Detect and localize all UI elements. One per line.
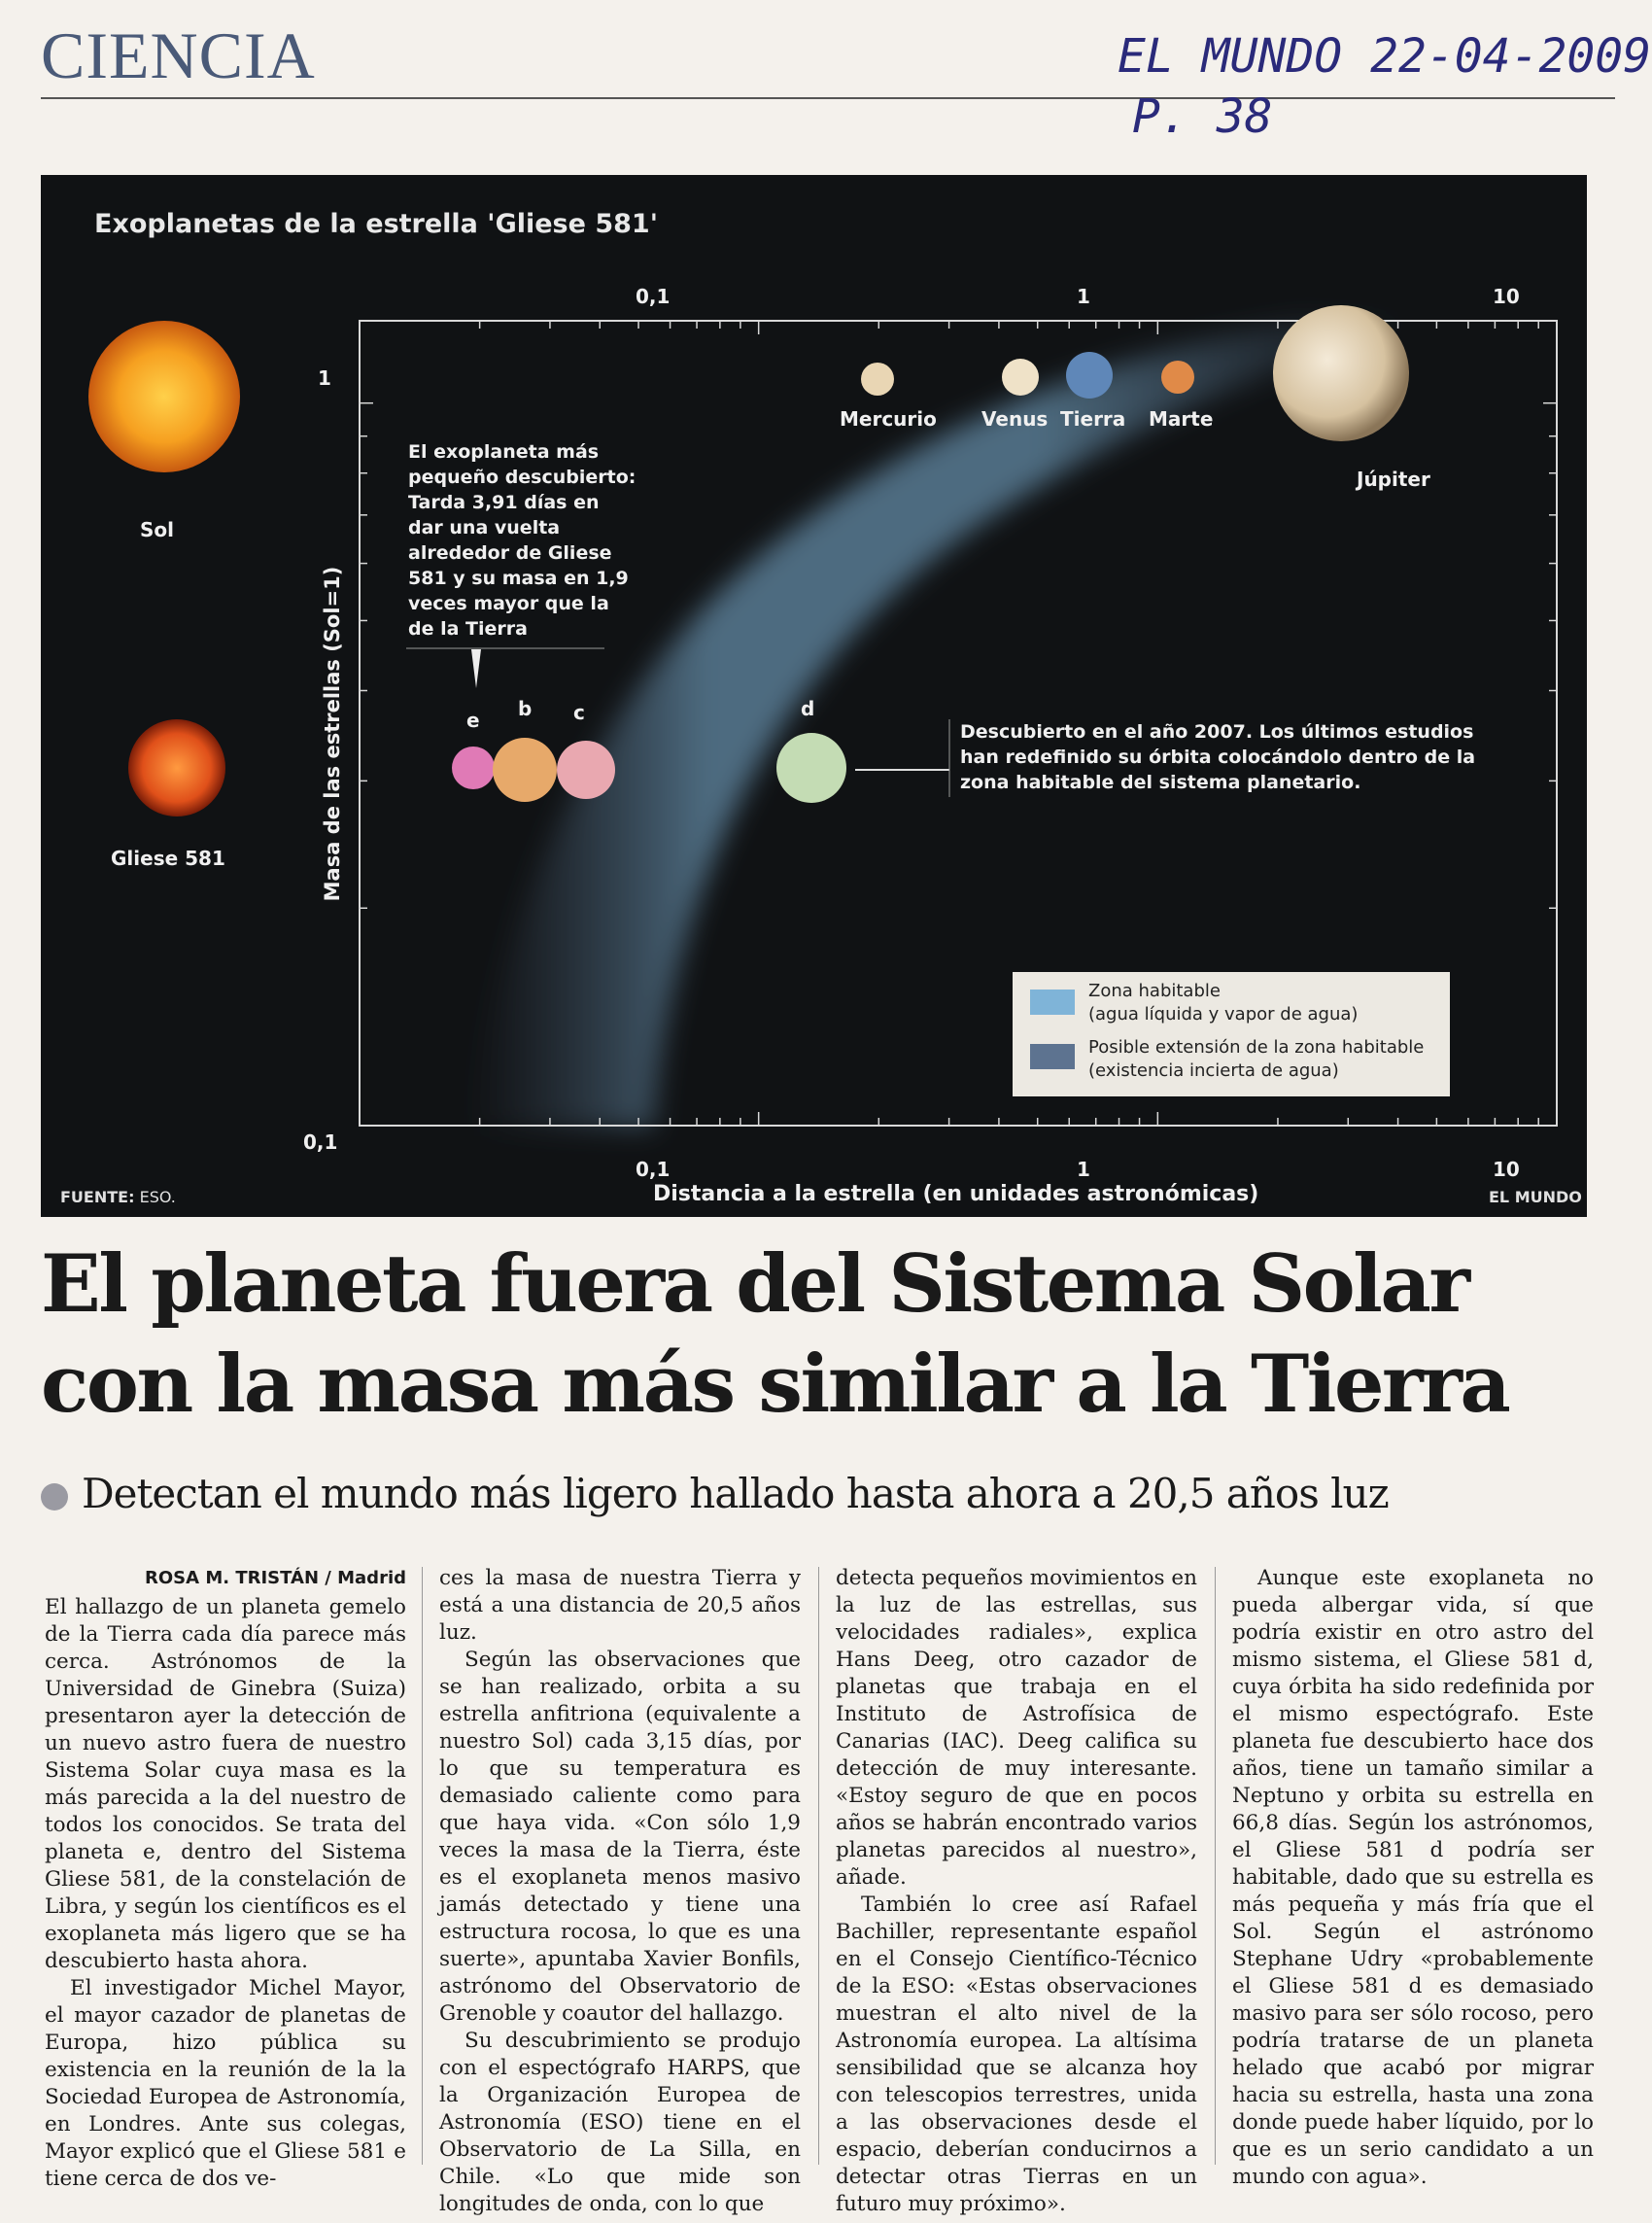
planet-jupiter [1273, 305, 1409, 441]
planet-c [557, 741, 615, 799]
paragraph: detecta pequeños movimientos en la luz de las estrellas, sus velocidades radiales», explica Hans Deeg, otro cazador de planetas que trabaja en el Instituto de Astrofísica de Canarias (IAC). Deeg califica su detección de muy interesante. «Estoy seguro de que en pocos años se habrán encontrado varios planetas parecidos al nuestro», añade. [836, 1566, 1197, 1890]
label-tierra: Tierra [1060, 407, 1126, 431]
label-marte: Marte [1149, 407, 1214, 431]
note-e-line: de la Tierra [408, 618, 528, 640]
label-venus: Venus [981, 407, 1049, 431]
note-e-line: pequeño descubierto: [408, 467, 637, 488]
infographic [41, 175, 1587, 1217]
bullet-dot [41, 1483, 68, 1511]
x-tick-bottom-1: 1 [1077, 1158, 1090, 1181]
column-rule [1215, 1567, 1216, 2165]
column-3 [836, 1565, 1197, 2218]
label-mercurio: Mercurio [840, 407, 937, 431]
paragraph: El investigador Michel Mayor, el mayor cazador de planetas de Europa, hizo pública su existencia en la reunión de la la Sociedad Europea de Astronomía, en Londres. Ante sus colegas, Mayor explicó que el Gliese 581 e tiene cerca de dos ve- [45, 1976, 406, 2191]
note-e-line: dar una vuelta [408, 517, 561, 538]
label-c: c [573, 701, 585, 724]
paragraph: El hallazgo de un planeta gemelo de la Tierra cada día parece más cerca. Astrónomos de la Universidad de Ginebra (Suiza) presentaron ayer la detección de un nuevo astro fuera de nuestro Sistema Solar cuya masa es la más parecida a la del nuestro de todos los conocidos. Se trata del planeta e, dentro del Sistema Gliese 581, de la constelación de Libra, y según los científicos es el exoplaneta más ligero que se ha descubierto hasta ahora. [45, 1595, 406, 1973]
legend-habitable [1088, 980, 1358, 1026]
x-tick-top-2: 10 [1493, 285, 1520, 308]
column-1 [45, 1565, 406, 2193]
note-d [960, 719, 1475, 795]
legend-swatch-habitable [1030, 990, 1075, 1015]
column-4 [1232, 1565, 1594, 2191]
x-tick-top-0: 0,1 [636, 285, 671, 308]
note-e-line: 581 y su masa en 1,9 [408, 568, 629, 589]
label-d: d [801, 697, 815, 720]
note-e-line: alrededor de Gliese [408, 542, 612, 564]
subheadline-text: Detectan el mundo más ligero hallado hasta ahora a 20,5 años luz [82, 1470, 1389, 1517]
headline-line-2: con la masa más similar a la Tierra [41, 1338, 1509, 1431]
column-2 [439, 1565, 801, 2218]
x-tick-top-1: 1 [1077, 285, 1090, 308]
infographic-title: Exoplanetas de la estrella 'Gliese 581' [94, 209, 658, 239]
source-label: FUENTE: [60, 1188, 135, 1206]
label-e: e [466, 709, 480, 732]
planet-marte [1161, 361, 1194, 394]
label-b: b [518, 697, 533, 720]
note-d-line: zona habitable del sistema planetario. [960, 772, 1361, 793]
note-d-line: Descubierto en el año 2007. Los últimos estudios [960, 721, 1474, 743]
column-rule [818, 1567, 819, 2165]
section-title: CIENCIA [41, 18, 316, 92]
credit: EL MUNDO [1489, 1188, 1582, 1206]
legend-possible [1088, 1036, 1424, 1083]
paragraph: ces la masa de nuestra Tierra y está a una distancia de 20,5 años luz. [439, 1566, 801, 1645]
gliese581-star-image [128, 719, 225, 816]
legend-swatch-possible [1030, 1044, 1075, 1069]
y-tick-1: 1 [318, 366, 331, 390]
handwritten-date: EL MUNDO 22-04-2009 [1118, 29, 1652, 84]
planet-venus [1002, 359, 1039, 396]
note-e-line: El exoplaneta más [408, 441, 600, 463]
y-tick-0-1: 0,1 [303, 1130, 338, 1154]
x-tick-bottom-2: 10 [1493, 1158, 1520, 1181]
planet-b [493, 738, 557, 802]
x-axis-label: Distancia a la estrella (en unidades astronómicas) [653, 1182, 1259, 1206]
sun-label: Sol [140, 518, 174, 541]
legend-habitable-title: Zona habitable [1088, 981, 1221, 1001]
planet-e [452, 747, 495, 789]
paragraph: Su descubrimiento se produjo con el espectógrafo HARPS, que la Organización Europea de Astronomía (ESO) tiene en el Observatorio de La Silla, en Chile. «Lo que mide son longitudes de onda, con lo que [439, 2029, 801, 2216]
star-label: Gliese 581 [111, 847, 225, 870]
byline: ROSA M. TRISTÁN / Madrid [145, 1568, 406, 1588]
legend-habitable-sub: (agua líquida y vapor de agua) [1088, 1004, 1359, 1025]
legend-possible-title: Posible extensión de la zona habitable [1088, 1037, 1425, 1058]
headline-line-1: El planeta fuera del Sistema Solar [41, 1238, 1468, 1331]
paragraph: También lo cree así Rafael Bachiller, representante español en el Consejo Científico-Técnico de la ESO: «Estas observaciones muestran el alto nivel de la Astronomía europea. La altísima sensibilidad que se alcanza hoy con telescopios terrestres, unida a las observaciones desde el espacio, deberían conducirnos a detectar otras Tierras en un futuro muy próximo». [836, 1893, 1197, 2216]
headline [41, 1234, 1615, 1435]
planet-tierra [1066, 352, 1113, 399]
note-d-line: han redefinido su órbita colocándolo dentro de la [960, 747, 1476, 768]
paragraph: Según las observaciones que se han realizado, orbita a su estrella anfitriona (equivalente a nuestro Sol) cada 3,15 días, por lo que su temperatura es demasiado caliente como para que haya vida. «Con sólo 1,9 veces la masa de la Tierra, éste es el exoplaneta menos masivo jamás detectado y tiene una estructura rocosa, lo que es una suerte», apuntaba Xavier Bonfils, astrónomo del Observatorio de Grenoble y coautor del hallazgo. [439, 1648, 801, 2026]
pointer-e [471, 649, 481, 688]
y-axis-label: Masa de las estrellas (Sol=1) [321, 566, 344, 902]
label-jupiter: Júpiter [1357, 468, 1430, 491]
header-rule [41, 97, 1615, 99]
column-rule [422, 1567, 423, 2165]
subheadline [41, 1470, 1615, 1517]
legend [1013, 972, 1450, 1096]
source-value: ESO. [139, 1188, 176, 1206]
source [60, 1188, 176, 1206]
x-tick-bottom-0: 0,1 [636, 1158, 671, 1181]
sun-image [88, 321, 240, 472]
legend-possible-sub: (existencia incierta de agua) [1088, 1060, 1339, 1081]
note-e-line: Tarda 3,91 días en [408, 492, 600, 513]
note-e-line: veces mayor que la [408, 593, 609, 614]
note-e [408, 439, 636, 642]
paragraph: Aunque este exoplaneta no pueda albergar vida, sí que podría existir en otro astro del mismo sistema, el Gliese 581 d, cuya órbita ha sido redefinida por el mismo espectógrafo. Este planeta fue descubierto hace dos años, tiene un tamaño similar a Neptuno y orbita su estrella en 66,8 días. Según los astrónomos, el Gliese 581 d podría ser habitable, dado que su estrella es más pequeña y más fría que el Sol. Según el astrónomo Stephane Udry «probablemente el Gliese 581 d es demasiado masivo para ser sólo rocoso, pero podría tratarse de un planeta helado que acabó por migrar hacia su estrella, hasta una zona donde puede haber líquido, por lo que es un serio candidato a un mundo con agua». [1232, 1566, 1594, 2189]
handwritten-page: P. 38 [1132, 89, 1273, 144]
planet-mercurio [861, 363, 894, 396]
planet-d [776, 733, 846, 803]
